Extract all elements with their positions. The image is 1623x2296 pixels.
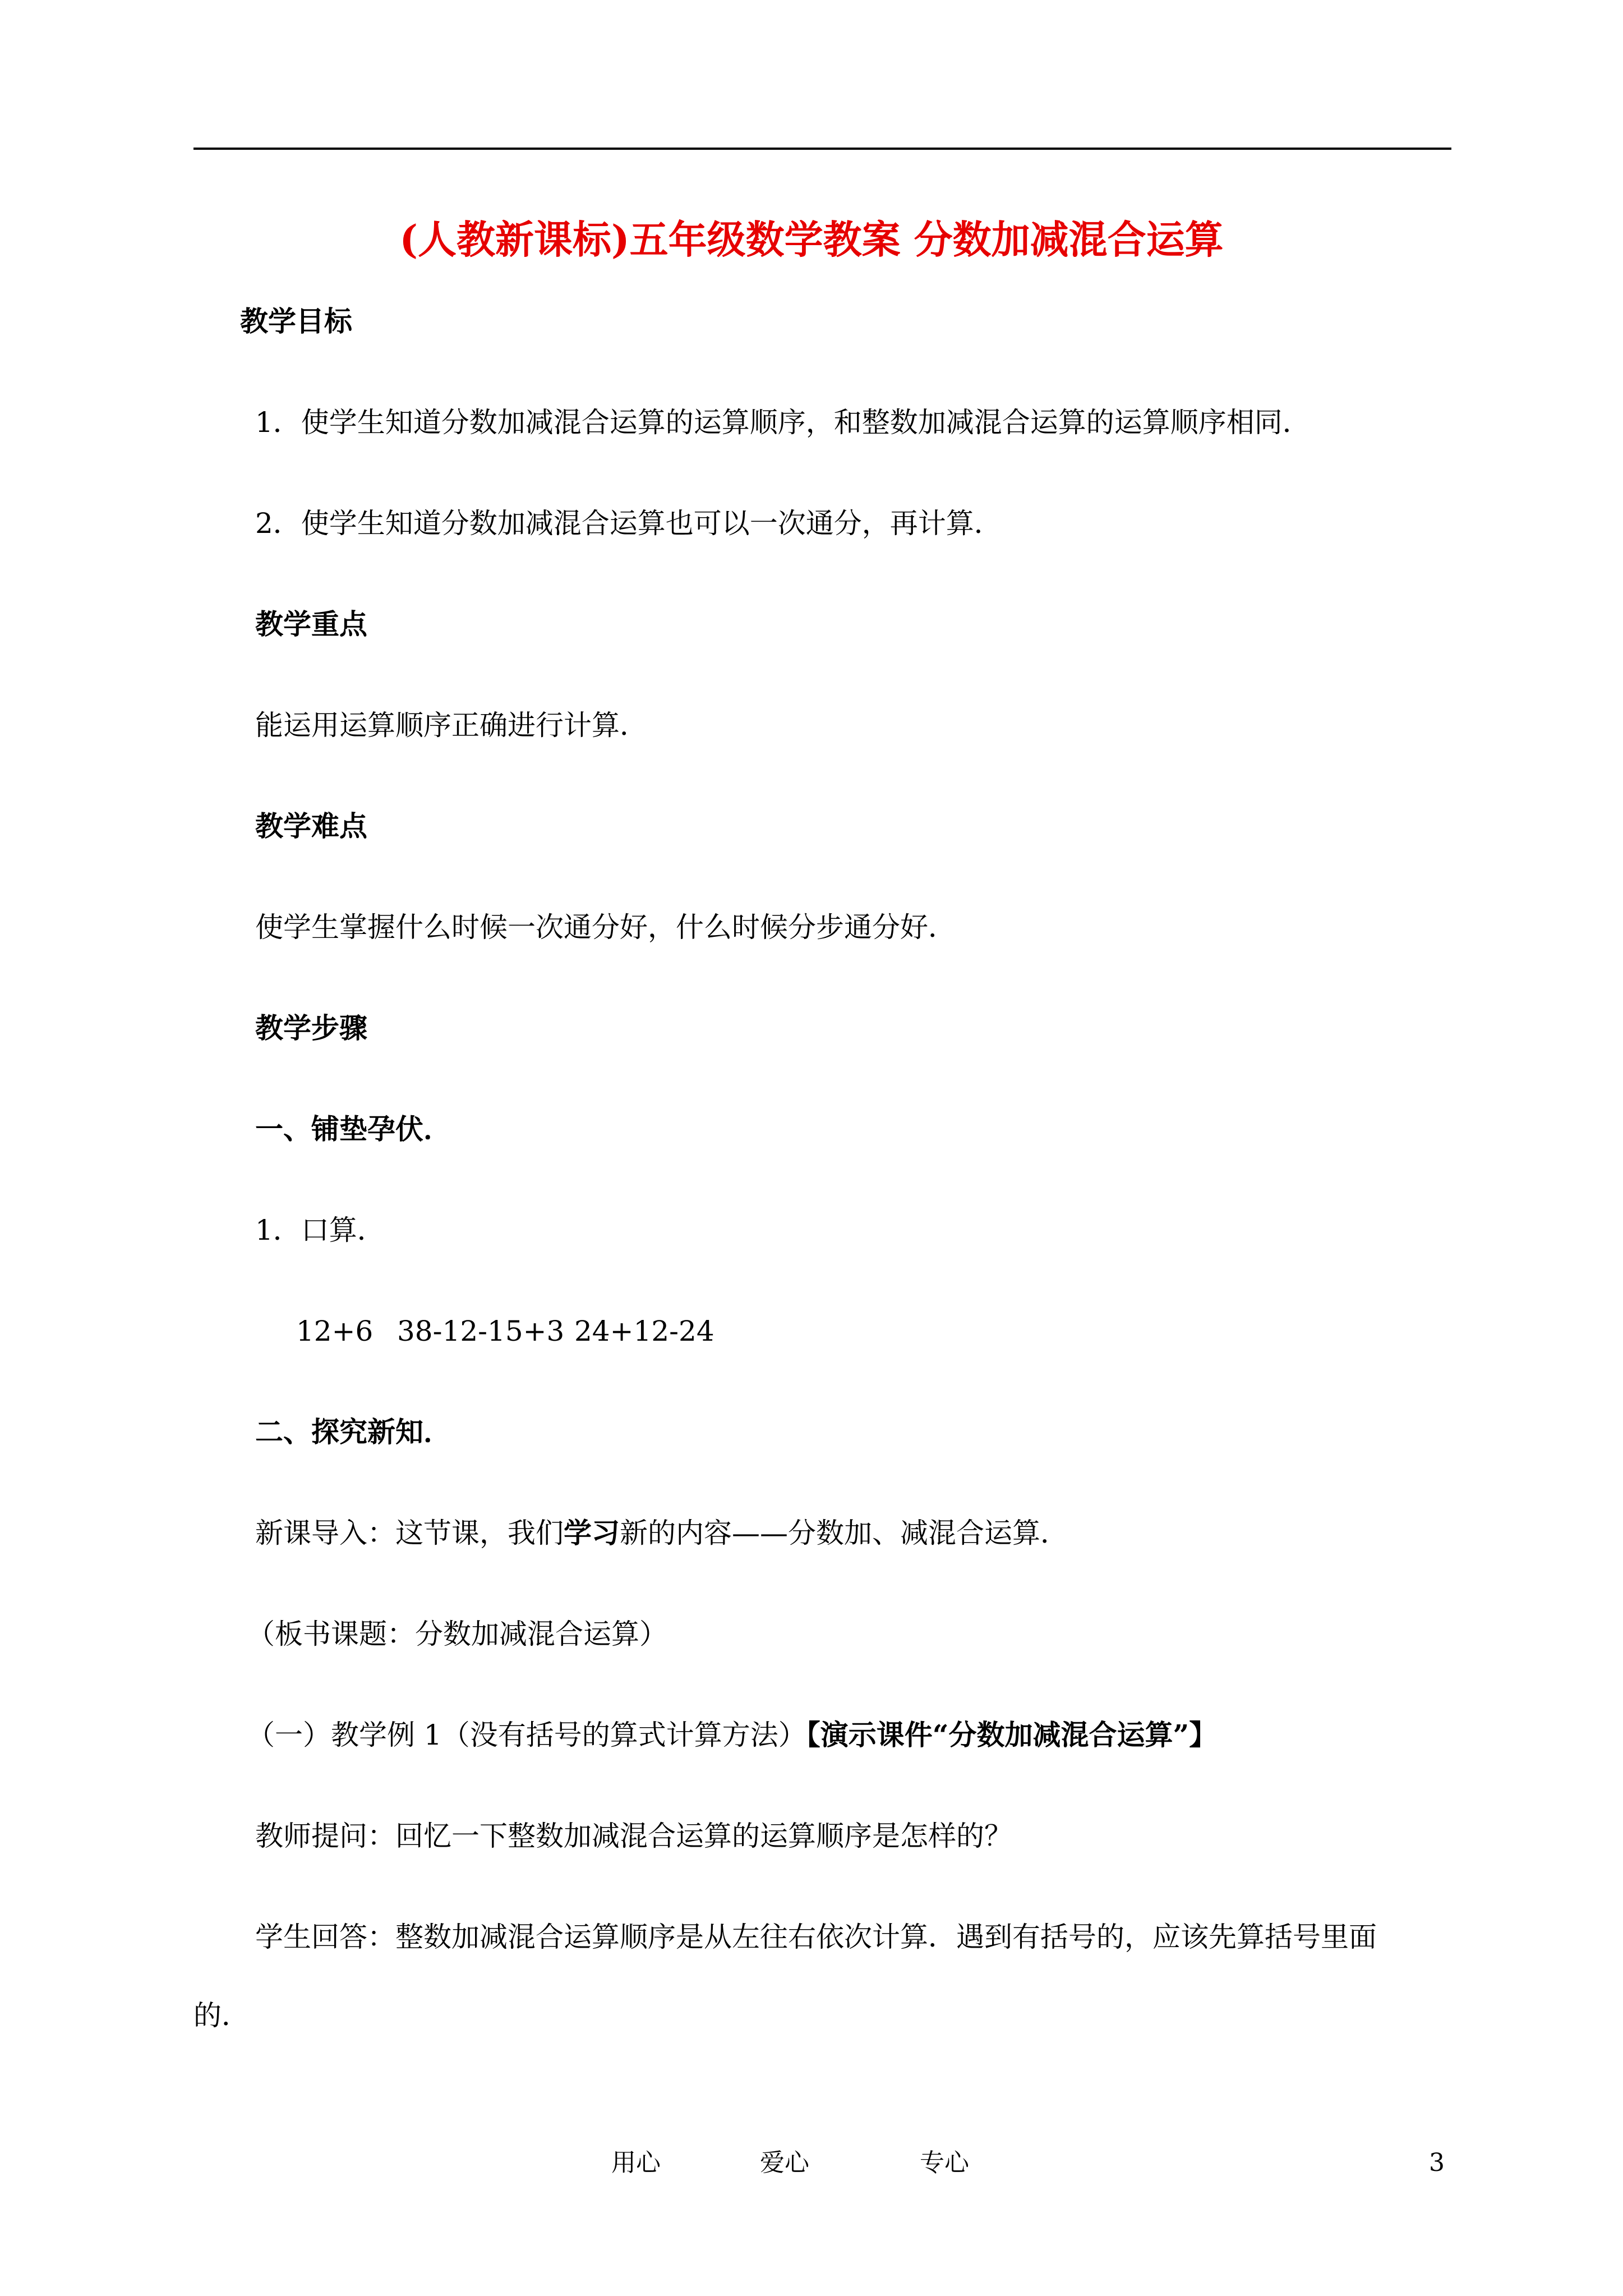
new-lesson-intro (255, 1512, 1068, 1554)
student-answer-line-1: 学生回答：整数加减混合运算顺序是从左往右依次计算．遇到有括号的，应该先算括号里面 (255, 1921, 1377, 1953)
document-title: (人教新课标)五年级数学教案 分数加减混合运算 (399, 217, 1224, 263)
key-point-text: 能运用运算顺序正确进行计算． (255, 709, 648, 742)
footer-item-2: 爱心 (760, 2148, 809, 2177)
board-title: （板书课题：分数加减混合运算） (247, 1618, 667, 1650)
objective-item-1: 1．使学生知道分数加减混合运算的运算顺序，和整数加减混合运算的运算顺序相同． (255, 406, 1311, 439)
courseware-note: 【演示课件“分数加减混合运算”】 (806, 1718, 1218, 1751)
teacher-question: 教师提问：回忆一下整数加减混合运算的运算顺序是怎样的？ (255, 1820, 1012, 1852)
student-answer-line-2: 的． (193, 1999, 250, 2032)
header-rule (193, 148, 1451, 150)
footer-item-3: 专心 (920, 2148, 969, 2177)
objective-item-2: 2．使学生知道分数加减混合运算也可以一次通分，再计算． (255, 507, 1002, 540)
exercise-2: 38-12-15+3 (397, 1315, 565, 1347)
example-1-text: （一）教学例 1（没有括号的算式计算方法） (247, 1719, 806, 1751)
intro-text-b: 新的内容——分数加、减混合运算． (620, 1517, 1068, 1549)
steps-heading: 教学步骤 (255, 1011, 367, 1045)
objectives-heading: 教学目标 (240, 305, 352, 338)
key-point-heading: 教学重点 (255, 608, 367, 641)
intro-text-a: 新课导入：这节课，我们 (255, 1517, 564, 1549)
example-1-line (247, 1714, 1217, 1756)
exercise-3: 24+12-24 (574, 1315, 714, 1347)
footer-item-1: 用心 (611, 2148, 661, 2177)
difficulty-text: 使学生掌握什么时候一次通分好，什么时候分步通分好． (255, 911, 956, 944)
section1-item1: 1．口算． (255, 1214, 385, 1246)
difficulty-heading: 教学难点 (255, 809, 367, 843)
section2-heading: 二、探究新知． (255, 1415, 451, 1448)
page-number: 3 (1429, 2148, 1445, 2177)
section1-heading: 一、铺垫孕伏． (255, 1112, 451, 1145)
intro-text-bold: 学习 (564, 1516, 620, 1549)
exercise-1: 12+6 (296, 1315, 374, 1347)
